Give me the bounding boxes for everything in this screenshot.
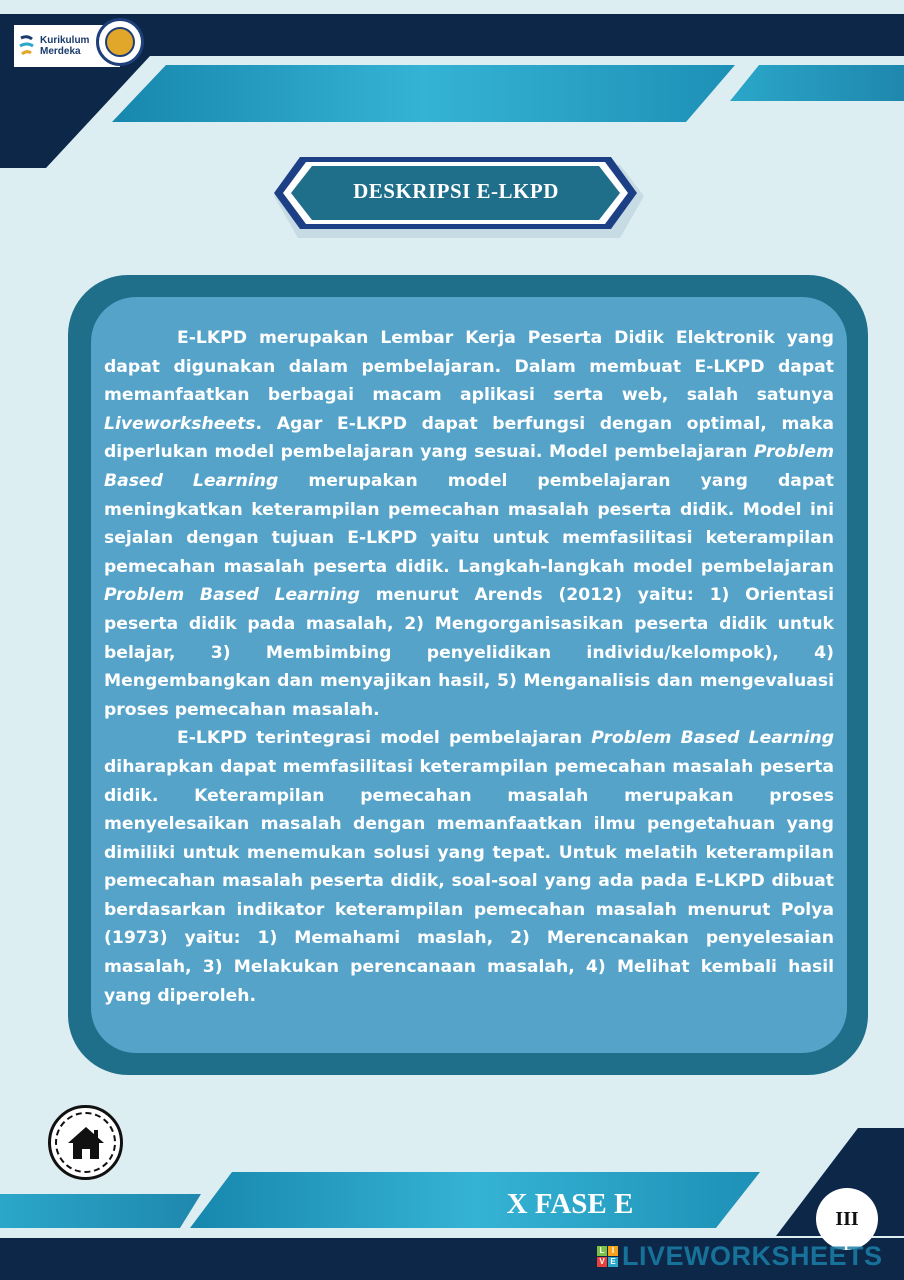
home-icon	[66, 1125, 106, 1161]
liveworksheets-logo-icon	[597, 1246, 618, 1267]
logo-line-1: Kurikulum	[40, 35, 90, 46]
description-paragraph-1: E-LKPD merupakan Lembar Kerja Peserta Didik Elektronik yang dapat digunakan dalam pembelajaran. Dalam membuat E-LKPD dapat memanfaatkan berbagai macam aplikasi serta web, salah satunya Liveworksheets. Agar E-LKPD dapat berfungsi dengan optimal, maka diperlukan model pembelajaran yang sesuai. Model pembelajaran Problem Based Learning merupakan model pembelajaran yang dapat meningkatkan keterampilan pemecahan masalah peserta didik. Model ini sejalan dengan tujuan E-LKPD yaitu untuk memfasilitasi keterampilan pemecahan masalah peserta didik. Langkah-langkah model pembelajaran Problem Based Learning menurut Arends (2012) yaitu: 1) Orientasi peserta didik pada masalah, 2) Mengorganisasikan peserta didik untuk belajar, 3) Membimbing penyelidikan individu/kelompok), 4) Mengembangkan dan menyajikan hasil, 5) Menganalisis dan mengevaluasi proses pemecahan masalah.	[104, 328, 834, 720]
liveworksheets-text: LIVEWORKSHEETS	[622, 1240, 883, 1271]
page-title: DESKRIPSI E-LKPD	[353, 178, 559, 203]
university-seal-icon	[96, 18, 144, 66]
description-paragraph-2: E-LKPD terintegrasi model pembelajaran Problem Based Learning diharapkan dapat memfasilitasi keterampilan pemecahan masalah peserta didik. Keterampilan pemecahan masalah merupakan proses menyelesaikan masalah dengan memanfaatkan ilmu pengetahuan yang dimiliki untuk menemukan solusi yang tepat. Untuk melatih keterampilan pemecahan masalah peserta didik, soal-soal yang ada pada E-LKPD dibuat berdasarkan indikator keterampilan pemecahan masalah menurut Polya (1973) yaitu: 1) Memahami maslah, 2) Merencanakan penyelesaian masalah, 3) Melakukan perencanaan masalah, 4) Melihat kembali hasil yang diperoleh.	[104, 728, 834, 1006]
italic-term: Liveworksheets	[104, 413, 256, 434]
italic-term: Problem Based Learning	[104, 442, 834, 491]
lw-letter-e: E	[608, 1257, 618, 1267]
page-number: III	[816, 1188, 878, 1250]
fase-label: X FASE E	[506, 1188, 634, 1220]
lw-letter-i: I	[608, 1246, 618, 1256]
lw-letter-v: V	[597, 1257, 607, 1267]
italic-term: Problem Based Learning	[104, 585, 360, 606]
liveworksheets-watermark	[597, 1240, 883, 1271]
logo-line-2: Merdeka	[40, 46, 81, 57]
home-button[interactable]	[48, 1105, 123, 1180]
kurikulum-logo-icon	[18, 35, 36, 57]
description-text	[104, 324, 834, 1010]
lw-letter-l: L	[597, 1246, 607, 1256]
italic-term: Problem Based Learning	[591, 728, 834, 749]
